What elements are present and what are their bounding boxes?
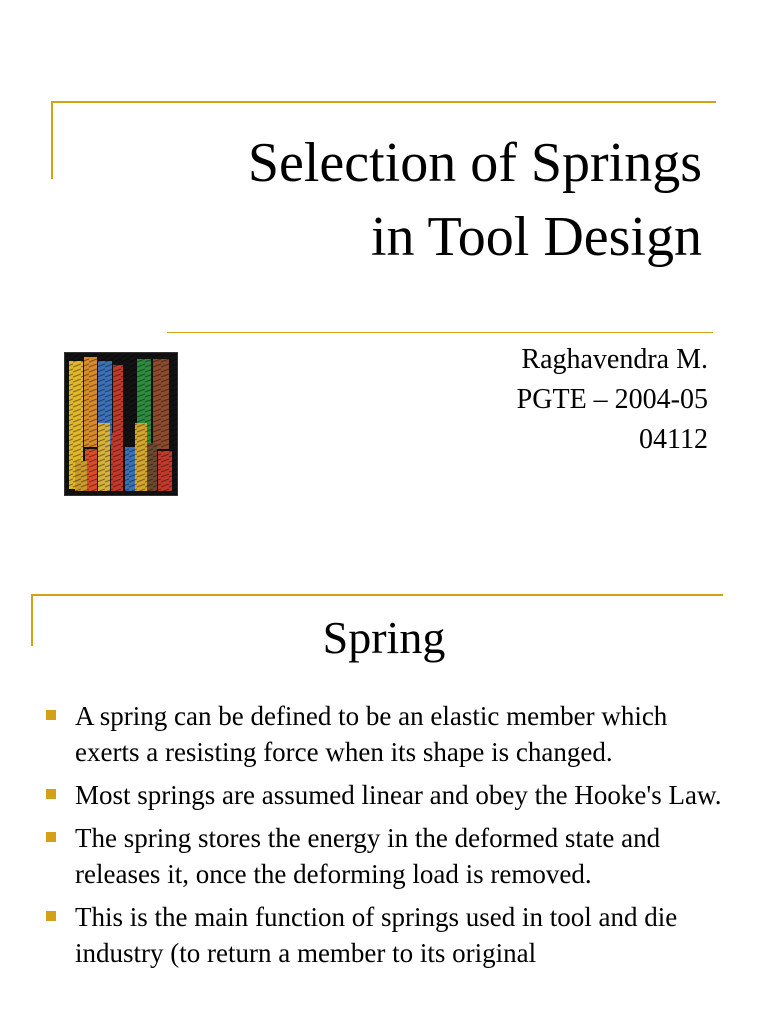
bullet-item: [44, 899, 724, 971]
bullet-square-icon: [46, 911, 56, 921]
slide-title: [248, 126, 702, 274]
top-horizontal-rule: [31, 594, 723, 596]
bullet-item: [44, 777, 724, 813]
bullet-text: This is the main function of springs used in tool and die industry (to return a member to its original: [75, 902, 678, 968]
bullet-square-icon: [46, 789, 56, 799]
bullet-item: [44, 820, 724, 892]
bullet-text: A spring can be defined to be an elastic member which exerts a resisting force when its shape is changed.: [75, 701, 668, 767]
springs-photo: [64, 352, 178, 496]
bullet-text: The spring stores the energy in the deformed state and releases it, once the deforming load is removed.: [75, 823, 661, 889]
spring-slide: [0, 560, 768, 1024]
title-line-2: in Tool Design: [370, 206, 702, 268]
subtitle-block: [517, 340, 708, 460]
roll-number: 04112: [639, 424, 708, 455]
top-horizontal-rule: [51, 101, 716, 103]
bullet-item: [44, 698, 724, 770]
title-divider-rule: [167, 332, 713, 333]
bullet-list: [44, 698, 724, 978]
top-vertical-rule: [51, 101, 53, 179]
bullet-square-icon: [46, 832, 56, 842]
course-year: PGTE – 2004-05: [516, 384, 708, 415]
author-name: Raghavendra M.: [521, 344, 708, 375]
slide-title: Spring: [322, 612, 446, 663]
title-line-1: Selection of Springs: [247, 132, 702, 194]
bullet-square-icon: [46, 710, 56, 720]
bullet-text: Most springs are assumed linear and obey the Hooke's Law.: [75, 780, 722, 810]
